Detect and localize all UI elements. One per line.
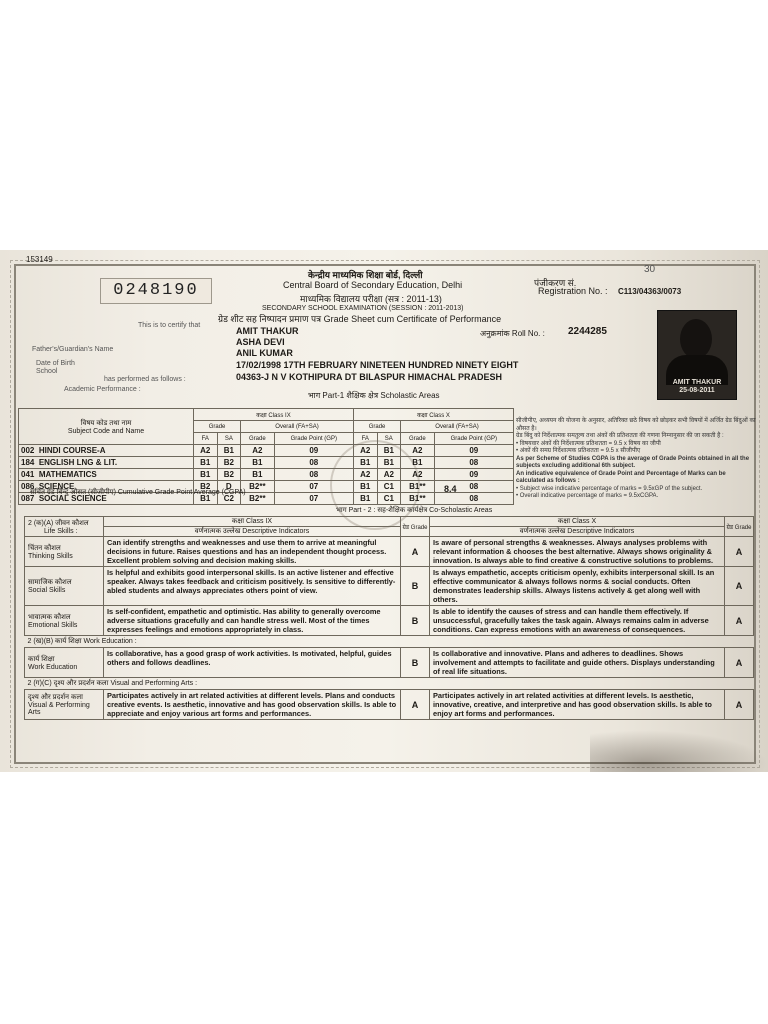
father-name: ANIL KUMAR	[236, 348, 293, 358]
mother-name: ASHA DEVI	[236, 337, 285, 347]
registration-number: C113/04363/0073	[618, 287, 682, 296]
visual-arts-row: दृश्य और प्रदर्शन कला Visual & Performing Arts Participates actively in art related activities at different levels. Plans and conducts creative events. Is aesthetic, innovative and has good observation skills. Is able to appreciate and enjoy various art forms and performances. A Participates actively in art related activities at different levels. Is aesthetic, innovative, creative, and interpretive and has good observation skills. Is able to enjoy art forms and performances. A	[25, 690, 754, 720]
student-photo	[657, 310, 737, 400]
skill-row: भावात्मक कौशल Emotional Skills Is self-confident, empathetic and optimistic. Has ability to generally overcome adverse situations gracefully and can handle stress well. Most of the times expresses feelings and emotions appropriately in class. B Is able to identify the causes of stress and can handle them effectively. If unsuccessful, gracefully takes the task again. Always remains calm in adverse conditions. Can express emotions with an awareness of consequences. A	[25, 606, 754, 636]
corner-handwritten-mark: 30	[644, 264, 656, 275]
arts-section-label: 2 (ग)(C) दृश्य और प्रदर्शन कला Visual and Performing Arts :	[25, 678, 754, 690]
serial-number: 0248190	[113, 281, 199, 300]
exam-name-hindi: माध्यमिक विद्यालय परीक्षा (सत्र : 2011-13)	[300, 294, 442, 304]
skill-row: चिंतन कौशल Thinking Skills Can identify strengths and weaknesses and use them to arrive at meaningful decisions in future. Raises questions and has an independent thought process. Excellent problem solving and decision making skills. A Is aware of personal strengths & weaknesses. Always analyses problems with relevant information & chooses the best alternative. Always shows originality & innovation. Is always able to find creative & constructive solutions to problems. A	[25, 537, 754, 567]
life-skills-header: 2 (क)(A) जीवन कौशल Life Skills :	[25, 517, 104, 537]
school-name: 04363-J N V KOTHIPURA DT BILASPUR HIMACHAL PRADESH	[236, 372, 503, 382]
coscholastic-part-label: भाग Part - 2 : सह-शैक्षिक कार्यक्षेत्र Co-Scholastic Areas	[336, 507, 493, 514]
dob-label: Date of Birth	[36, 360, 75, 367]
grade-sheet	[0, 250, 768, 772]
photo-caption-date: 25-08-2011	[679, 387, 715, 394]
co-class-x-header: कक्षा Class X	[430, 517, 725, 527]
cgpa-label: संचित ग्रेड बिन्दु औसत (सीजीपीए) Cumulative Grade Point Average (CGPA)	[30, 489, 246, 496]
subject-header: विषय कोड तथा नाम Subject Code and Name	[19, 409, 194, 445]
subject-row: 184 ENGLISH LNG & LIT. B1 B2 B1 08 B1 B1 B1 08	[19, 457, 514, 469]
certify-label: This is to certify that	[138, 322, 201, 329]
performed-label: has performed as follows :	[104, 376, 186, 383]
skill-row: सामाजिक कौशल Social Skills Is helpful and exhibits good interpersonal skills. Is an active listener and effective speaker. Always takes feedback and criticism positively. Is sensitive to differently-abled students and always appreciates others point of view. B Is always empathetic, accepts criticism openly, exhibits interpersonal skill. Is an effective communicator & always follows norms & social conducts. Often demonstrates leadership skills. Always listens actively & get along well with others. A	[25, 567, 754, 606]
cgpa-notes: सीजीपीए, अध्ययन की योजना के अनुसार, अतिरिक्त छठे विषय को छोड़कर सभी विषयों में अर्जित ग्रेड बिंदुओं का औसत है। ग्रेड बिंदु को निर्देशात्मक समतुल्य तथा अंकों की प्रतिशतता की गणना निम्नानुसार की जा सकती है : • विषयवार अंकों की निर्देशात्मक प्रतिशतता = 9.5 x विषय का जीपी • अंकों की समग्र निर्देशात्मक प्रतिशतता = 9.5 x सीजीपीए As per Scheme of Studies CGPA is the average of Grade Points obtained in all the subjects excluding additional 6th subject. An indicative equivalence of Grade Point and Percentage of Marks can be calculated as follows : • Subject wise indicative percentage of marks = 9.5xGP of the subject. • Overall indicative percentage of marks = 9.5xCGPA.	[516, 418, 756, 499]
work-education-section-label: 2 (ख)(B) कार्य शिक्षा Work Education :	[25, 636, 754, 648]
photo-head-silhouette	[680, 319, 712, 359]
serial-number-box	[100, 278, 212, 304]
subject-row: 041 MATHEMATICS B1 B2 B1 08 A2 A2 A2 09	[19, 469, 514, 481]
class-x-header: कक्षा Class X	[353, 409, 513, 421]
co-class-ix-header: कक्षा Class IX	[104, 517, 401, 527]
subject-row: 087 SOCIAL SCIENCE B1 C2 B2** 07 B1 C1 B1** 08	[19, 493, 514, 505]
registration-label-hindi: पंजीकरण सं.	[534, 278, 577, 288]
work-education-row: कार्य शिक्षा Work Education Is collaborative, has a good grasp of work activities. Is motivated, helpful, guides others and follows deadlines. B Is collaborative and innovative. Plans and adheres to deadlines. Shows involvement and attempts to facilitate and guide others. Displays understanding of real life situations. A	[25, 648, 754, 678]
subject-row: 002 HINDI COURSE-A A2 B1 A2 09 A2 B1 A2 09	[19, 445, 514, 457]
roll-label: अनुक्रमांक Roll No. :	[480, 329, 545, 338]
scholastic-table: विषय कोड तथा नाम Subject Code and Name कक्षा Class IX कक्षा Class X Grade Overall (FA+SA) Grade Overall (FA+SA) FA SA Grade Grade Point (GP) FA SA Grade Grade Point (GP) 002 HINDI COURSE-A A2 B1 A2 09 A2 B1 A2 09 184 ENGLISH LNG & LIT. B1 B2 B1 08 B1 B1 B1 08 041 MATHEMATICS B1 B2 B1 08 A2 A2 A2 09 086 SCIENCE B2 D B2** 07 B1 C1 B1** 08 087 SOCIAL SCIENCE B1 C2 B2** 07 B1 C1 B1** 08	[18, 408, 514, 505]
photo-shadow	[590, 730, 768, 772]
cgpa-value: 8.4	[444, 484, 457, 494]
coscholastic-table: 2 (क)(A) जीवन कौशल Life Skills : कक्षा Class IX ग्रेड Grade कक्षा Class X ग्रेड Grade वर्णनात्मक उल्लेख Descriptive Indicators वर्णनात्मक उल्लेख Descriptive Indicators चिंतन कौशल Thinking Skills Can identify strengths and weaknesses and use them to arrive at meaningful decisions in future. Raises questions and has an independent thought process. Excellent problem solving and decision making skills. A Is aware of personal strengths & weaknesses. Always analyses problems with relevant information & chooses the best alternative. Always shows originality & innovation. Is always able to find creative & constructive solutions to problems. A सामाजिक कौशल Social Skills Is helpful and exhibits good interpersonal skills. Is an active listener and effective speaker. Always takes feedback and criticism positively. Is sensitive to differently-abled students and always appreciates others point of view. B Is always empathetic, accepts criticism openly, exhibits interpersonal skill. Is an effective communicator & always follows norms & social conducts. Often demonstrates leadership skills. Always listens actively & get along well with others. A भावात्मक कौशल Emotional Skills Is self-confident, empathetic and optimistic. Has ability to generally overcome adverse situations gracefully and can handle stress well. Most of the times expresses feelings and emotions appropriately in class. B Is able to identify the causes of stress and can handle them effectively. If unsuccessful, gracefully takes the task again. Always remains calm in adverse conditions. Can express emotions with an awareness of consequences. A 2 (ख)(B) कार्य शिक्षा Work Education : कार्य शिक्षा Work Education Is collaborative, has a good grasp of work activities. Is motivated, helpful, guides others and follows deadlines. B Is collaborative and innovative. Plans and adheres to deadlines. Shows involvement and attempts to facilitate and guide others. Displays understanding of real life situations. A 2 (ग)(C) दृश्य और प्रदर्शन कला Visual and Performing Arts : दृश्य और प्रदर्शन कला Visual & Performing Arts Participates actively in art related activities at different levels. Plans and conducts creative events. Is aesthetic, innovative and has good observation skills. Is able to appreciate and enjoy various art forms and performances. A Participates actively in art related activities at different levels. Is aesthetic, innovative, creative, and interpretive and has good observation skills. Is able to enjoy art forms and performances. A	[24, 516, 754, 720]
photo-caption-name: AMIT THAKUR	[672, 379, 722, 386]
certificate-title: ग्रेड शीट सह निष्पादन प्रमाण पत्र Grade Sheet cum Certificate of Performance	[218, 314, 502, 324]
student-name: AMIT THAKUR	[236, 326, 299, 336]
subject-row: 086 SCIENCE B2 D B2** 07 B1 C1 B1** 08	[19, 481, 514, 493]
scholastic-part-label: भाग Part-1 शैक्षिक क्षेत्र Scholastic Areas	[308, 391, 440, 400]
parents-label: Father's/Guardian's Name	[32, 346, 114, 353]
class-ix-header: कक्षा Class IX	[194, 409, 354, 421]
school-label: School	[36, 368, 58, 375]
top-serial: 153149	[26, 255, 53, 264]
date-of-birth: 17/02/1998 17TH FEBRUARY NINETEEN HUNDRED NINETY EIGHT	[236, 360, 519, 370]
board-name-hindi: केन्द्रीय माध्यमिक शिक्षा बोर्ड, दिल्ली	[308, 270, 423, 280]
exam-name-english: SECONDARY SCHOOL EXAMINATION (SESSION : 2011-2013)	[262, 305, 464, 312]
roll-number: 2244285	[568, 326, 607, 337]
board-name-english: Central Board of Secondary Education, Delhi	[283, 280, 463, 290]
academic-label: Academic Performance :	[64, 386, 141, 393]
registration-label: Registration No. :	[538, 286, 608, 296]
